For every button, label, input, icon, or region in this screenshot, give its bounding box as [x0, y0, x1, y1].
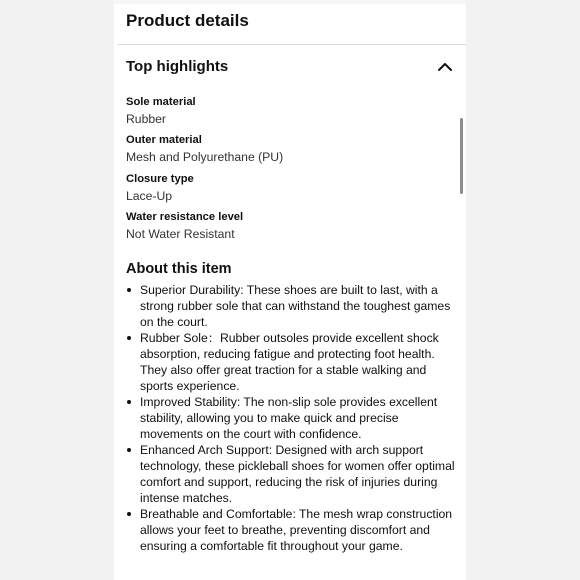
top-highlights-header[interactable] [126, 56, 456, 80]
attribute-water-resistance [126, 210, 456, 243]
attribute-label: Water resistance level [126, 211, 244, 223]
attribute-label: Outer material [126, 134, 202, 146]
attribute-outer-material [126, 133, 456, 166]
list-item: Superior Durability: These shoes are built to last, with a strong rubber sole that can withstand the toughest games on the court. [126, 282, 456, 330]
attribute-value: Lace-Up [126, 189, 173, 203]
product-details-panel [114, 0, 466, 580]
list-item: Breathable and Comfortable: The mesh wrap construction allows your feet to breathe, preventing discomfort and ensuring a comfortable fit throughout your game. [126, 506, 456, 554]
attribute-label: Sole material [126, 96, 196, 108]
about-this-item-title: About this item [126, 261, 232, 277]
list-item: Improved Stability: The non-slip sole provides excellent stability, allowing you to make quick and precise movements on the court with confidence. [126, 394, 456, 442]
attribute-closure-type [126, 172, 456, 205]
attribute-value: Not Water Resistant [126, 227, 235, 241]
top-highlights-title: Top highlights [126, 58, 229, 75]
attribute-sole-material [126, 95, 456, 128]
section-divider [118, 44, 466, 45]
product-details-title: Product details [126, 11, 249, 30]
about-bullet-list [126, 282, 456, 554]
attribute-value: Rubber [126, 112, 166, 126]
attribute-value: Mesh and Polyurethane (PU) [126, 150, 284, 164]
list-item: Enhanced Arch Support: Designed with arch support technology, these pickleball shoes for women offer optimal comfort and support, reducing the risk of injuries during intense matches. [126, 442, 456, 506]
attribute-label: Closure type [126, 173, 194, 185]
scrollbar-thumb[interactable] [460, 118, 463, 194]
list-item: Rubber Sole：Rubber outsoles provide excellent shock absorption, reducing fatigue and protecting foot health. They also offer great traction for a stable walking and sports experience. [126, 330, 456, 394]
top-strip [114, 0, 466, 4]
chevron-up-icon[interactable] [434, 56, 456, 78]
